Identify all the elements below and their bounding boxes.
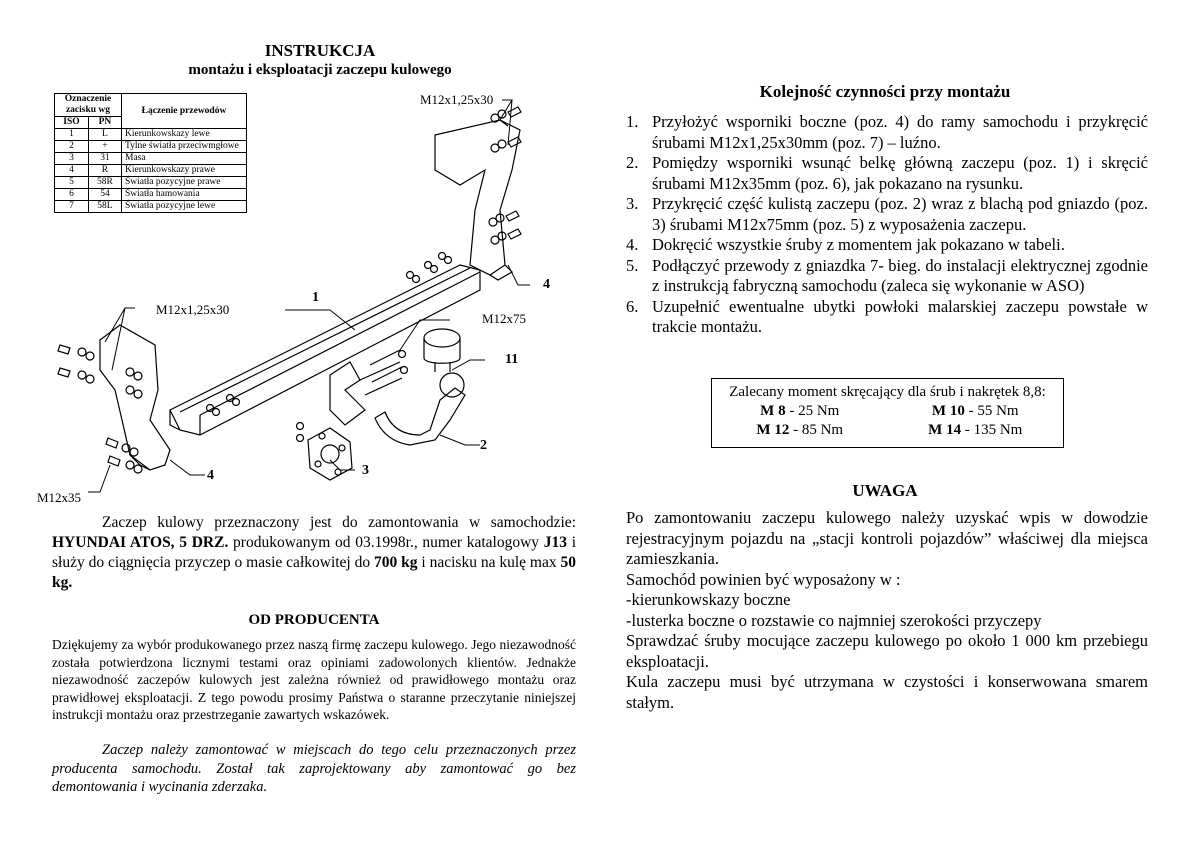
- terminal-header: Oznaczenie zacisku wg: [55, 94, 122, 117]
- desc-cell: Masa: [122, 153, 247, 165]
- torque-m14-key: M 14: [928, 422, 962, 438]
- warning-paragraph: Samochód powinien być wyposażony w :: [626, 569, 901, 589]
- iso-cell: 6: [55, 189, 89, 201]
- step-number: 4.: [626, 235, 639, 254]
- pn-cell: +: [88, 141, 121, 153]
- document-subtitle: montażu i eksploatacji zaczepu kulowego: [188, 62, 452, 78]
- list-item: [626, 153, 1148, 194]
- steps-list: [626, 112, 1148, 338]
- warning-paragraph: -kierunkowskazy boczne: [626, 590, 791, 609]
- torque-m10-key: M 10: [931, 403, 965, 419]
- producer-note: Zaczep należy zamontować w miejscach do tego celu przeznaczonych przez producenta samochodu. Został tak zaprojektowany aby zamontować go bez demontowania i wycinania zderzaka.: [52, 742, 576, 795]
- ball-load: 50 kg.: [52, 554, 576, 591]
- torque-m12-key: M 12: [756, 422, 790, 438]
- desc-cell: Światła pozycyjne prawe: [122, 177, 247, 189]
- desc-cell: Kierunkowskazy prawe: [122, 165, 247, 177]
- producer-text: Dziękujemy za wybór produkowanego przez naszą firmę zaczepu kulowego. Jego niezawodność została potwierdzona licznymi testami oraz opiniami zadowolonych klientów. Jednakże niezawodność zaczepów kulowych jest zależna również od prawidłowego montażu oraz prawidłowej eksploatacji. Z tego powodu prosimy Państwa o staranne przeczytanie niniejszej instrukcji montażu oraz przestrzeganie zawartych wskazówek.: [52, 637, 576, 722]
- step-text: Podłączyć przewody z gniazdka 7- bieg. do instalacji elektrycznej zgodnie z instrukcją fabryczną samochodu (zaleca się wykonanie w ASO): [652, 255, 1148, 295]
- label-bolt-top: M12x1,25x30: [420, 92, 494, 107]
- steps-heading: Kolejność czynności przy montażu: [759, 82, 1011, 101]
- iso-header: ISO: [55, 117, 89, 129]
- desc-cell: Tylne światła przeciwmgłowe: [122, 141, 247, 153]
- torque-m8-key: M 8: [760, 403, 786, 419]
- warning-paragraph: -lusterka boczne o rozstawie co najmniej szerokości przyczepy: [626, 610, 1042, 630]
- desc-cell: Światła pozycyjne lewe: [122, 201, 247, 213]
- torque-m12-value: - 85 Nm: [789, 422, 844, 438]
- label-bolt-m75: M12x75: [482, 311, 527, 326]
- label-pos4-right: 4: [543, 277, 550, 292]
- vehicle-mid: i służy do ciągnięcia przyczep o masie całkowitej do: [52, 534, 576, 571]
- pn-cell: R: [88, 165, 121, 177]
- pn-cell: 58R: [88, 177, 121, 189]
- vehicle-model: HYUNDAI ATOS, 5 DRZ.: [52, 534, 229, 551]
- torque-m8-value: - 25 Nm: [785, 403, 840, 419]
- label-pos2: 2: [480, 438, 487, 453]
- iso-cell: 5: [55, 177, 89, 189]
- torque-m10-value: - 55 Nm: [964, 403, 1019, 419]
- connection-header: Łączenie przewodów: [122, 94, 247, 129]
- step-text: Przyłożyć wsporniki boczne (poz. 4) do ramy samochodu i przykręcić śrubami M12x1,25x30mm (poz. 7) – luźno.: [652, 112, 1148, 152]
- leader-lines: [88, 100, 530, 492]
- document-title: INSTRUKCJA: [264, 41, 376, 60]
- list-item: [626, 112, 1148, 153]
- tow-ball: [375, 329, 465, 445]
- label-bolt-m35: M12x35: [37, 490, 82, 505]
- label-pos1: 1: [312, 290, 319, 305]
- torque-row: [712, 421, 1063, 440]
- desc-cell: Światła hamowania: [122, 189, 247, 201]
- warning-heading: UWAGA: [852, 481, 918, 500]
- trailer-mass: 700 kg: [374, 554, 418, 571]
- catalog-number: J13: [543, 534, 567, 551]
- label-pos4-left: 4: [207, 468, 214, 483]
- torque-m10: [888, 402, 1064, 421]
- iso-cell: 2: [55, 141, 89, 153]
- torque-box: [711, 378, 1064, 448]
- step-text: Dokręcić wszystkie śruby z momentem jak pokazano w tabeli.: [652, 235, 1065, 254]
- pn-cell: L: [88, 129, 121, 141]
- label-pos11: 11: [505, 352, 519, 367]
- torque-m8: [712, 402, 888, 421]
- step-number: 1.: [626, 112, 639, 131]
- torque-m12: [712, 421, 888, 440]
- step-number: 5.: [626, 255, 639, 275]
- list-item: [626, 297, 1148, 338]
- torque-m14: [888, 421, 1064, 440]
- desc-cell: Kierunkowskazy lewe: [122, 129, 247, 141]
- main-beam: [170, 265, 480, 435]
- warning-text: [626, 508, 1148, 713]
- vehicle-description: [52, 513, 576, 593]
- label-bolt-left: M12x1,25x30: [156, 302, 230, 317]
- producer-heading: OD PRODUCENTA: [248, 612, 380, 628]
- list-item: [626, 235, 1148, 256]
- vehicle-produced: produkowanym od 03.1998r., numer katalogowy: [228, 534, 544, 551]
- pn-cell: 54: [88, 189, 121, 201]
- iso-cell: 1: [55, 129, 89, 141]
- warning-paragraph: Kula zaczepu musi być utrzymana w czystości i konserwowana smarem stałym.: [626, 672, 1148, 712]
- pn-cell: 58L: [88, 201, 121, 213]
- step-text: Przykręcić część kulistą zaczepu (poz. 2) wraz z blachą pod gniazdo (poz. 3) śrubami M12x75mm (poz. 5) z wyposażenia zaczepu.: [652, 194, 1148, 234]
- iso-cell: 3: [55, 153, 89, 165]
- vehicle-mid2: i nacisku na kulę max: [417, 554, 561, 571]
- warning-paragraph: Sprawdzać śruby mocujące zaczepu kulowego po około 1 000 km przebiegu eksploatacji.: [626, 631, 1148, 671]
- socket-plate: [297, 423, 353, 481]
- iso-cell: 4: [55, 165, 89, 177]
- step-number: 3.: [626, 194, 639, 213]
- step-number: 6.: [626, 296, 639, 316]
- step-text: Uzupełnić ewentualne ubytki powłoki malarskiej zaczepu powstałe w trakcie montażu.: [652, 296, 1148, 336]
- torque-m14-value: - 135 Nm: [961, 422, 1023, 438]
- iso-cell: 7: [55, 201, 89, 213]
- step-number: 2.: [626, 153, 639, 172]
- tow-hitch-diagram: [30, 90, 590, 505]
- label-pos3: 3: [362, 463, 369, 478]
- pn-header: PN: [88, 117, 121, 129]
- step-text: Pomiędzy wsporniki wsunąć belkę główną zaczepu (poz. 1) i skręcić śrubami M12x35mm (poz. 6), jak pokazano na rysunku.: [652, 153, 1148, 193]
- torque-row: [712, 402, 1063, 421]
- list-item: [626, 194, 1148, 235]
- pn-cell: 31: [88, 153, 121, 165]
- vehicle-intro: Zaczep kulowy przeznaczony jest do zamontowania w samochodzie:: [102, 514, 576, 531]
- torque-heading: Zalecany moment skręcający dla śrub i nakrętek 8,8:: [729, 384, 1046, 400]
- list-item: [626, 256, 1148, 297]
- bolts-beam: [207, 253, 452, 416]
- warning-paragraph: Po zamontowaniu zaczepu kulowego należy uzyskać wpis w dowodzie rejestracyjnym pojazdu na „stacji kontroli pojazdów” właściwej dla miejsca zamieszkania.: [626, 508, 1148, 568]
